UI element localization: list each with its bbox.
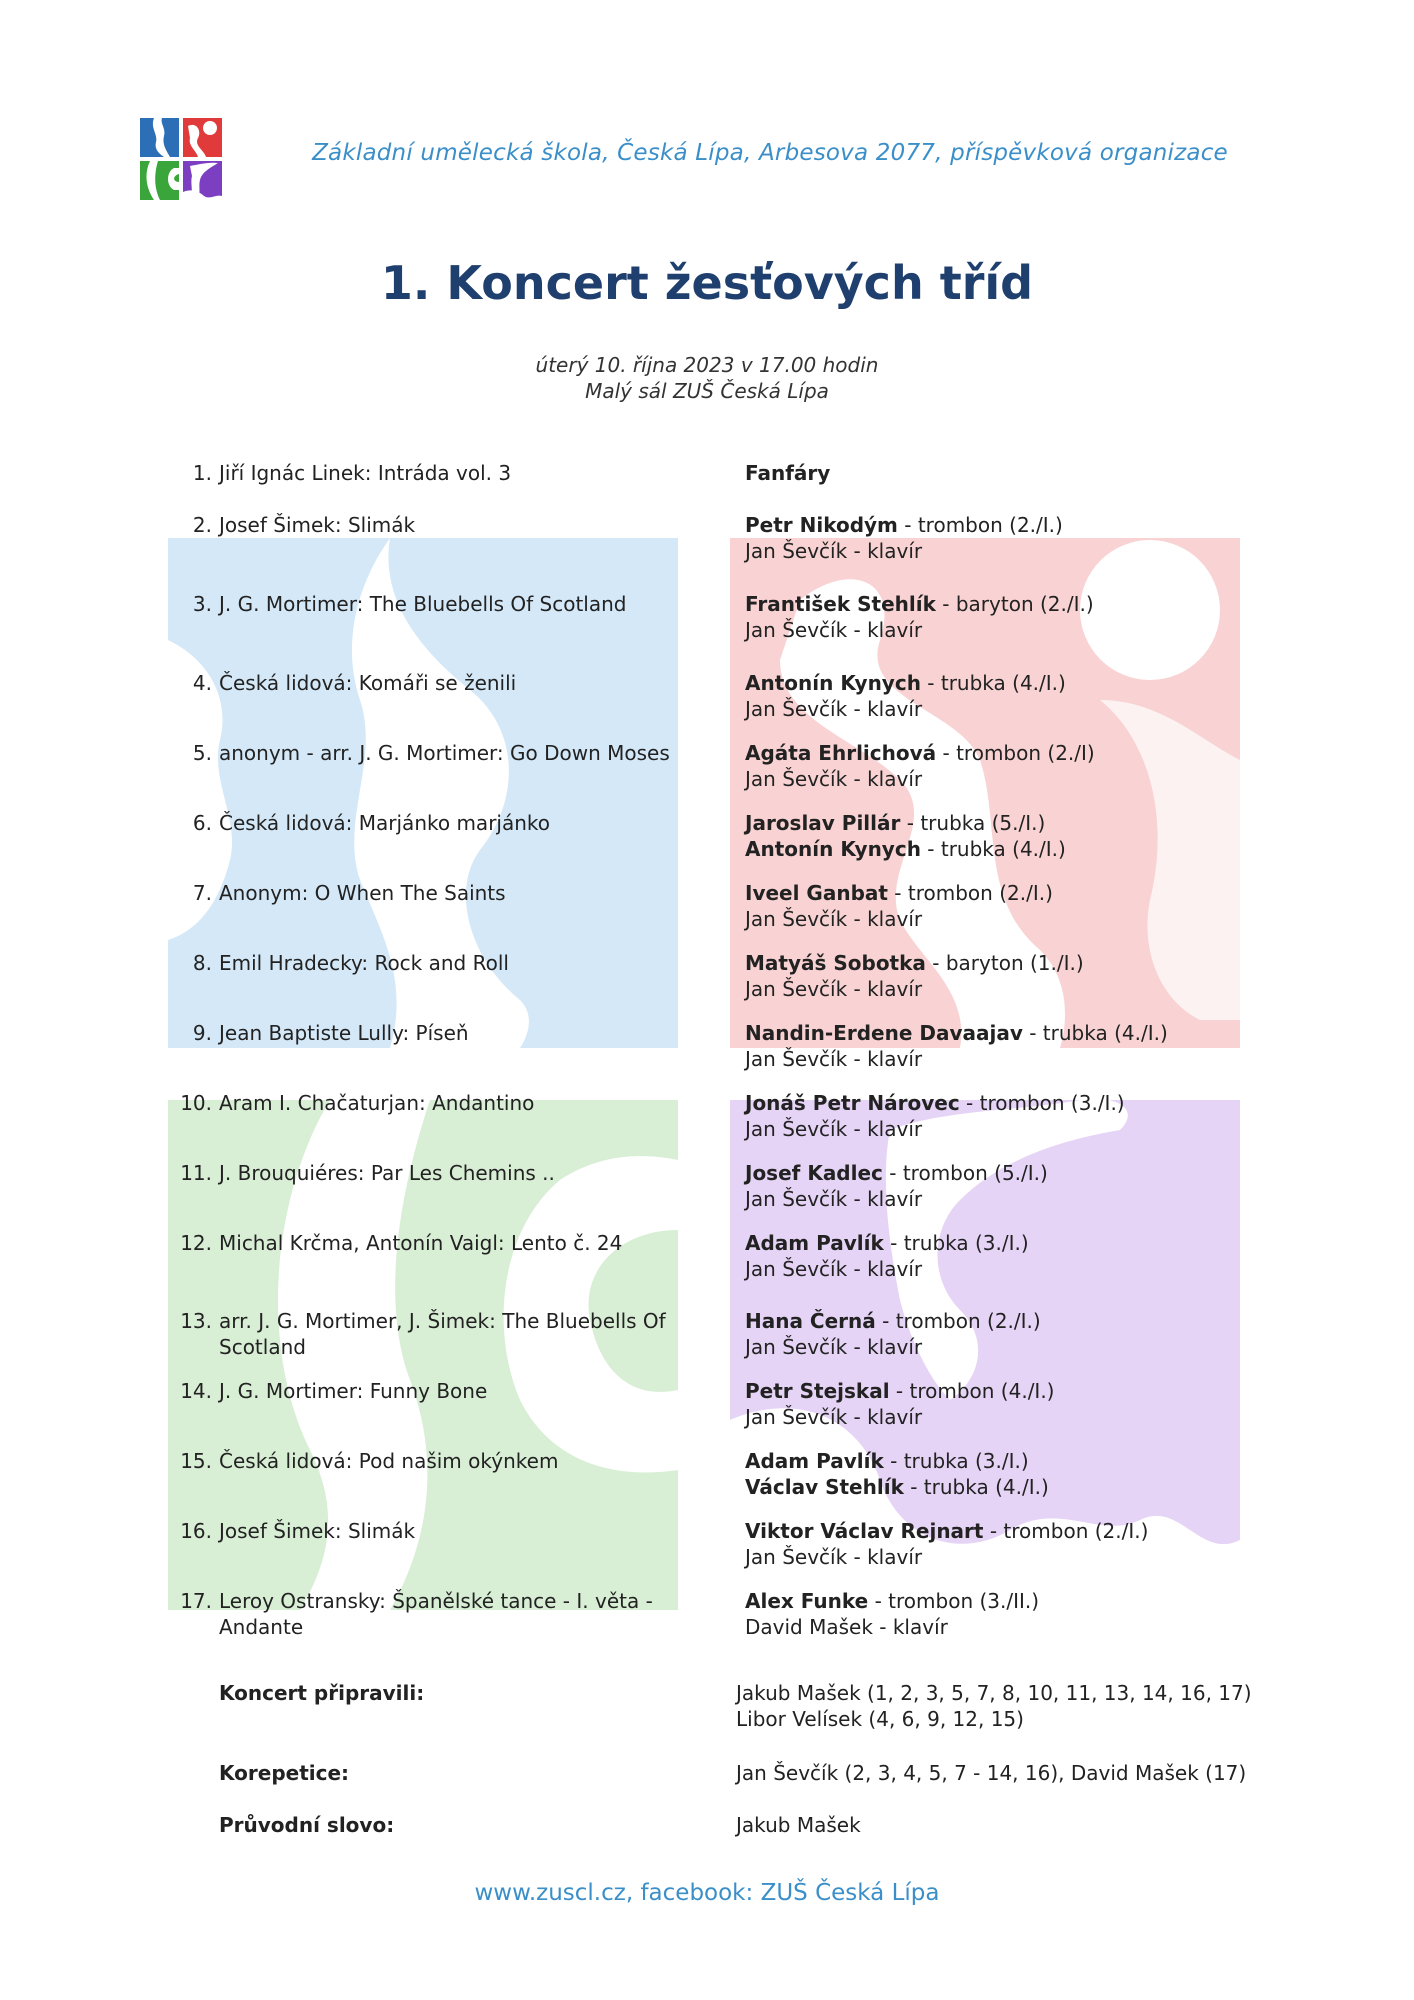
performer-role: Jan Ševčík - klavír [745,618,923,642]
performer-role: - trombon (2./I) [936,741,1095,765]
performer-role: Jan Ševčík - klavír [745,907,923,931]
performers [745,740,1305,792]
performers [745,1588,1305,1640]
piece-title: Jean Baptiste Lully: Píseň [219,1021,469,1045]
performers [745,1448,1305,1500]
performer-name: Antonín Kynych [745,837,921,861]
item-number: 11. [180,1161,212,1185]
item-number: 17. [180,1589,212,1613]
performers [745,880,1305,932]
performer-role: Jan Ševčík - klavír [745,1335,923,1359]
piece-title: Anonym: O When The Saints [219,881,506,905]
performers [745,1090,1305,1142]
performer-name: Petr Nikodým [745,513,898,537]
performer-name: Agáta Ehrlichová [745,741,937,765]
piece-title: Josef Šimek: Slimák [219,513,416,537]
performers [745,1378,1305,1430]
item-number: 10. [180,1091,212,1115]
performer-role: - trombon (3./II.) [868,1589,1040,1613]
item-number: 8. [192,951,212,975]
item-number: 9. [192,1021,212,1045]
performer-role: Jan Ševčík - klavír [745,1187,923,1211]
performer-name: Matyáš Sobotka [745,951,926,975]
footer-links[interactable]: www.zuscl.cz, facebook: ZUŠ Česká Lípa [474,1880,940,1906]
piece-title: Leroy Ostransky: Španělské tance - I. věta - Andante [219,1589,653,1639]
performer-role: - baryton (2./I.) [935,592,1094,616]
performer-role: Jan Ševčík - klavír [745,1405,923,1429]
performer-role: - trubka (4./I.) [920,671,1066,695]
performer-name: Jaroslav Pillár [745,811,901,835]
performer-role: - trubka (3./I.) [883,1449,1029,1473]
item-number: 4. [192,671,212,695]
credit-line: Jan Ševčík (2, 3, 4, 5, 7 - 14, 16), David Mašek (17) [736,1761,1247,1785]
performer-role: - trombon (2./I.) [983,1519,1149,1543]
piece-title: Emil Hradecky: Rock and Roll [219,951,509,975]
performer-name: Viktor Václav Rejnart [745,1519,984,1543]
performer-role: - trubka (4./I.) [920,837,1066,861]
performer-role: - baryton (1./I.) [925,951,1084,975]
item-number: 1. [192,461,212,485]
piece-title: J. G. Mortimer: Funny Bone [219,1379,488,1403]
performer-role: - trombon (2./I.) [897,513,1063,537]
credit-value [736,1812,1296,1838]
page-title: 1. Koncert žesťových tříd [380,256,1034,310]
event-date: úterý 10. října 2023 v 17.00 hodin [535,353,879,377]
performer-role: - trombon (4./I.) [889,1379,1055,1403]
performer-role: - trubka (5./I.) [900,811,1046,835]
performer-name: Václav Stehlík [745,1475,904,1499]
credit-value [736,1680,1296,1732]
performer-role: - trubka (4./I.) [903,1475,1049,1499]
item-number: 15. [180,1449,212,1473]
performers [745,810,1305,862]
performer-role: - trombon (5./I.) [882,1161,1048,1185]
piece-title: Česká lidová: Marjánko marjánko [219,811,551,835]
credit-line: Jakub Mašek [736,1813,861,1837]
performer-name: Josef Kadlec [745,1161,883,1185]
performers [745,670,1305,722]
performer-role: Jan Ševčík - klavír [745,697,923,721]
performer-name: Antonín Kynych [745,671,921,695]
credit-line: Libor Velísek (4, 6, 9, 12, 15) [736,1707,1024,1731]
performer-role: - trombon (2./I.) [875,1309,1041,1333]
event-details [0,352,1414,404]
credit-line: Jakub Mašek (1, 2, 3, 5, 7, 8, 10, 11, 13, 14, 16, 17) [736,1681,1252,1705]
performers [745,1308,1305,1360]
performer-role: Jan Ševčík - klavír [745,1257,923,1281]
performer-role: - trombon (3./I.) [959,1091,1125,1115]
item-number: 13. [180,1309,212,1333]
item-number: 16. [180,1519,212,1543]
item-number: 7. [192,881,212,905]
item-number: 14. [180,1379,212,1403]
performer-name: Adam Pavlík [745,1449,884,1473]
piece-title: Aram I. Chačaturjan: Andantino [219,1091,535,1115]
zus-logo-icon [140,118,222,200]
item-number: 5. [192,741,212,765]
performer-role: Jan Ševčík - klavír [745,977,923,1001]
piece-title: arr. J. G. Mortimer, J. Šimek: The Bluebells Of Scotland [219,1309,666,1359]
organization-name: Základní umělecká škola, Česká Lípa, Arbesova 2077, příspěvková organizace [312,140,1228,166]
credit-value [736,1760,1296,1786]
performer-role: Jan Ševčík - klavír [745,1047,923,1071]
piece-title: Josef Šimek: Slimák [219,1519,416,1543]
piece-title: Jiří Ignác Linek: Intráda vol. 3 [219,461,512,485]
item-number: 3. [192,592,212,616]
credit-label: Koncert připravili: [219,1681,425,1705]
performers [745,512,1305,564]
performers [745,1518,1305,1570]
piece-title: J. Brouquiéres: Par Les Chemins .. [219,1161,555,1185]
credit-label: Korepetice: [219,1761,350,1785]
performer-role: Jan Ševčík - klavír [745,1117,923,1141]
performer-name: František Stehlík [745,592,936,616]
piece-title: Česká lidová: Komáři se ženili [219,671,517,695]
performer-name: Nandin-Erdene Davaajav [745,1021,1023,1045]
performers [745,460,1305,486]
performer-role: - trubka (4./I.) [1022,1021,1168,1045]
performer-role: David Mašek - klavír [745,1615,948,1639]
item-number: 12. [180,1231,212,1255]
performer-name: Fanfáry [745,461,831,485]
performers [745,1020,1305,1072]
performer-name: Iveel Ganbat [745,881,888,905]
performer-name: Jonáš Petr Nárovec [745,1091,960,1115]
performer-name: Adam Pavlík [745,1231,884,1255]
performer-role: Jan Ševčík - klavír [745,767,923,791]
piece-title: anonym - arr. J. G. Mortimer: Go Down Moses [219,741,670,765]
event-venue: Malý sál ZUŠ Česká Lípa [585,379,829,403]
performer-name: Alex Funke [745,1589,869,1613]
item-number: 2. [192,513,212,537]
item-number: 6. [192,811,212,835]
performer-role: Jan Ševčík - klavír [745,539,923,563]
performers [745,1160,1305,1212]
credit-label: Průvodní slovo: [219,1813,395,1837]
performers [745,591,1305,643]
performer-name: Petr Stejskal [745,1379,890,1403]
performer-role: - trubka (3./I.) [883,1231,1029,1255]
piece-title: Michal Krčma, Antonín Vaigl: Lento č. 24 [219,1231,623,1255]
performers [745,1230,1305,1282]
performer-role: - trombon (2./I.) [887,881,1053,905]
piece-title: Česká lidová: Pod našim okýnkem [219,1449,559,1473]
performer-role: Jan Ševčík - klavír [745,1545,923,1569]
performers [745,950,1305,1002]
performer-name: Hana Černá [745,1309,876,1333]
piece-title: J. G. Mortimer: The Bluebells Of Scotland [219,592,627,616]
